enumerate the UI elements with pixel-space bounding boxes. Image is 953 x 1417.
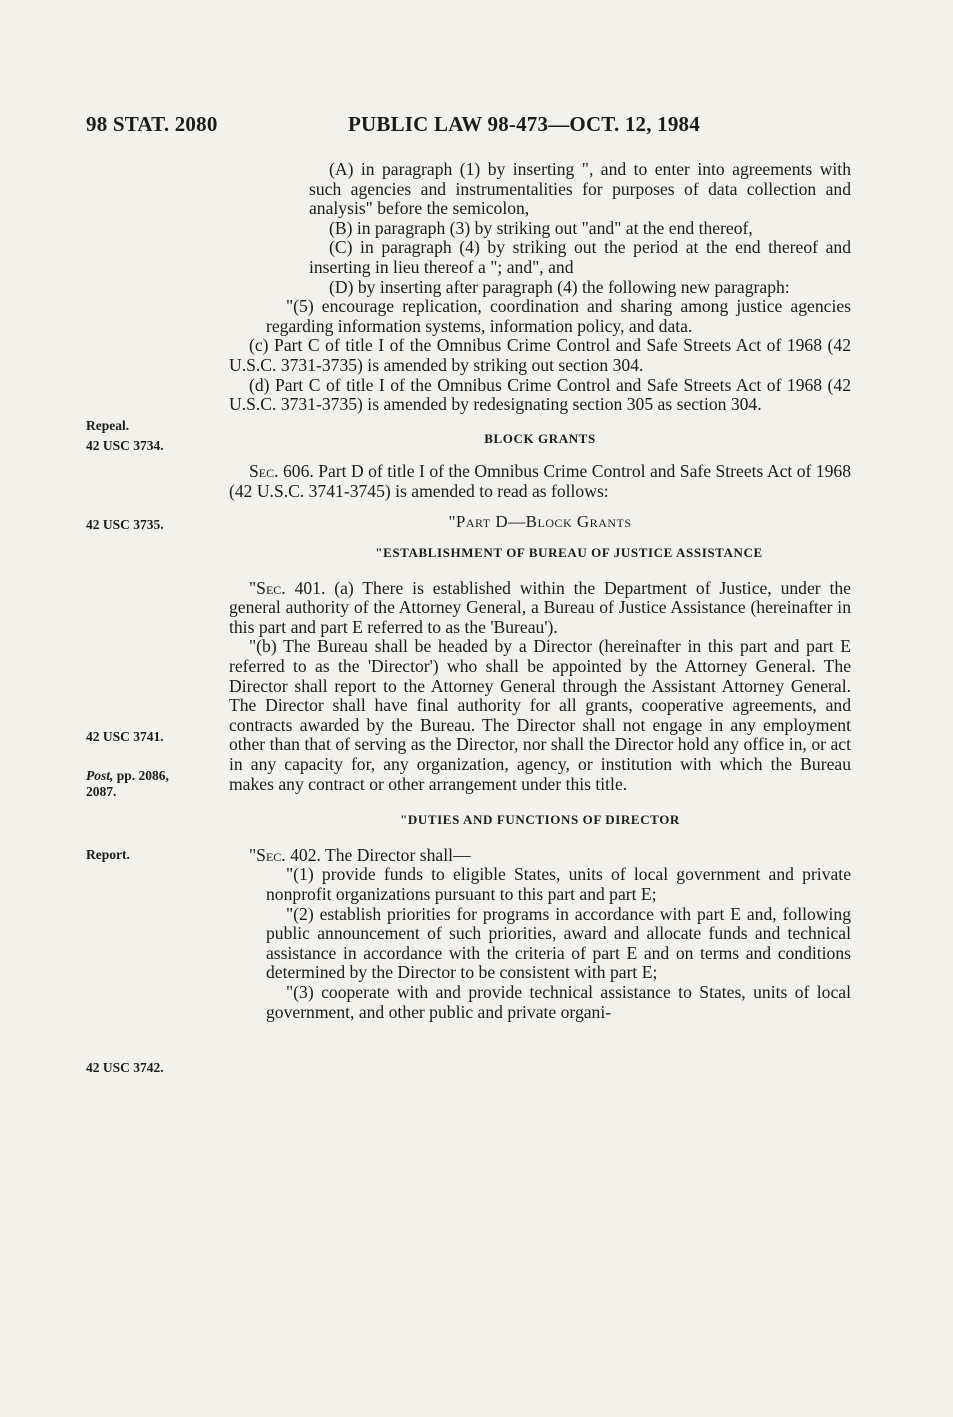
law-title: PUBLIC LAW 98-473—OCT. 12, 1984 xyxy=(348,112,700,136)
margin-note-usc-3734: 42 USC 3734. xyxy=(86,438,164,453)
heading-block-grants: BLOCK GRANTS xyxy=(484,430,596,446)
document-body xyxy=(229,160,851,1022)
margin-note-usc-3741: 42 USC 3741. xyxy=(86,729,164,744)
clause-a: (A) in paragraph (1) by inserting ", and to enter into agreements with such agencies and instrumentalities for purposes of data collection and analysis" before the semicolon, xyxy=(309,159,851,219)
section-606-text: 606. Part D of title I of the Omnibus Crime Control and Safe Streets Act of 1968 (42 U.S.C. 3741-3745) is amended to read as follows: xyxy=(229,461,851,501)
section-606 xyxy=(229,462,851,501)
margin-note-repeal: Repeal. xyxy=(86,418,130,433)
duty-2: "(2) establish priorities for programs in accordance with part E and, following public announcement of such priorities, award and allocate funds and technical assistance in accordance with the criteria of part E and on terms and conditions determined by the Director to be consistent with part E; xyxy=(266,903,851,983)
stat-citation: 98 STAT. 2080 xyxy=(86,112,218,136)
margin-note-post xyxy=(86,768,196,800)
clause-b: (B) in paragraph (3) by striking out "and" at the end thereof, xyxy=(329,217,753,238)
margin-note-post-italic: Post, xyxy=(86,768,114,783)
duty-3: "(3) cooperate with and provide technical assistance to States, units of local government, and other public and private organi- xyxy=(266,981,851,1022)
section-402-text: 402. The Director shall— xyxy=(285,844,471,865)
sec-label: Sec. xyxy=(249,461,279,482)
margin-note-usc-3742: 42 USC 3742. xyxy=(86,1060,164,1075)
paragraph-5: "(5) encourage replication, coordination and sharing among justice agencies regarding information systems, information policy, and data. xyxy=(266,296,851,336)
page-header xyxy=(86,112,866,142)
duty-1: "(1) provide funds to eligible States, units of local government and private nonprofit organizations pursuant to this part and part E; xyxy=(266,864,851,904)
section-401a xyxy=(229,579,851,638)
margin-note-usc-3735: 42 USC 3735. xyxy=(86,517,164,532)
subsection-c: (c) Part C of title I of the Omnibus Crime Control and Safe Streets Act of 1968 (42 U.S.C. 3731-3735) is amended by striking out section 304. xyxy=(229,335,851,375)
clause-d: (D) by inserting after paragraph (4) the following new paragraph: xyxy=(329,276,790,297)
subsection-d: (d) Part C of title I of the Omnibus Crime Control and Safe Streets Act of 1968 (42 U.S.C. 3731-3735) is amended by redesignating section 305 as section 304. xyxy=(229,374,851,415)
heading-establishment: "ESTABLISHMENT OF BUREAU OF JUSTICE ASSISTANCE xyxy=(375,545,763,561)
margin-note-report: Report. xyxy=(86,847,130,862)
sec-label: "Sec. xyxy=(249,577,286,598)
margin-note-post-pages: pp. 2086, 2087. xyxy=(86,768,169,799)
section-401b: "(b) The Bureau shall be headed by a Director (hereinafter in this part and part E referred to as the 'Director') who shall be appointed by the Attorney General. The Director shall report to the Attorney General through the Assistant Attorney General. The Director shall have final authority for all grants, cooperative agreements, and contracts awarded by the Bureau. The Director shall not engage in any employment other than that of serving as the Director, nor shall the Director hold any office in, or act in any capacity for, any organization, agency, or institution with which the Bureau makes any contract or other arrangement under this title. xyxy=(229,636,851,794)
heading-part-d: "Part D—Block Grants xyxy=(448,511,632,531)
clause-c: (C) in paragraph (4) by striking out the period at the end thereof and inserting in lieu thereof a "; and", and xyxy=(309,237,851,277)
heading-duties: "DUTIES AND FUNCTIONS OF DIRECTOR xyxy=(400,812,680,828)
sec-label: "Sec. xyxy=(249,844,286,865)
section-402 xyxy=(229,846,851,866)
section-401a-text: 401. (a) There is established within the Department of Justice, under the general authority of the Attorney General, a Bureau of Justice Assistance (hereinafter in this part and part E referred to as the 'Bureau'). xyxy=(229,577,851,637)
